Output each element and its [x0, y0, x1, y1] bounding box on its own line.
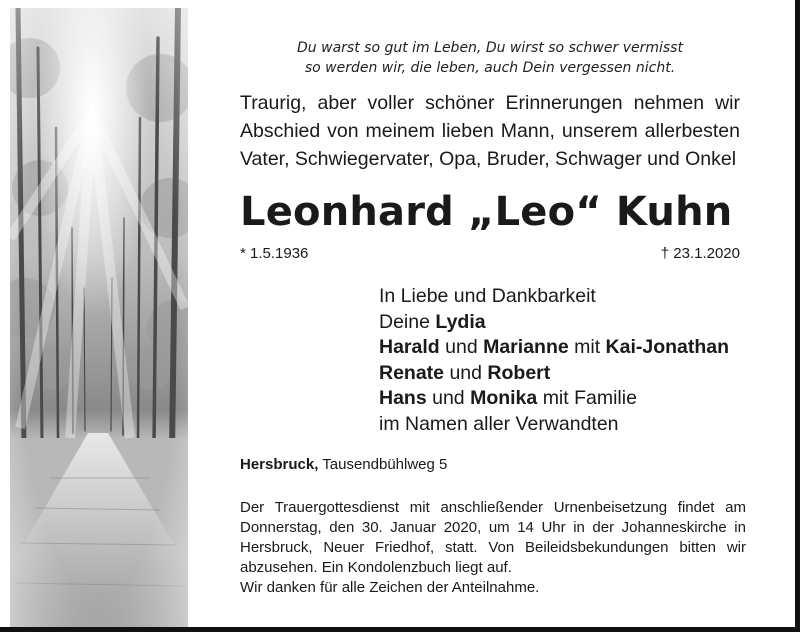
relative-partner-name: Monika	[470, 387, 538, 409]
service-announcement	[240, 498, 746, 598]
family-line	[379, 361, 759, 387]
intro-paragraph	[240, 89, 740, 173]
grandson-name: Kai-Jonathan	[605, 336, 730, 358]
wife-name: Lydia	[435, 310, 486, 333]
daughter-partner-name: Robert	[487, 361, 551, 384]
family-line	[379, 412, 759, 438]
intro-line: Abschied von meinem lieben Mann, unserem allerbesten	[240, 120, 740, 142]
death-date: † 23.1.2020	[660, 245, 740, 262]
son-partner-name: Marianne	[483, 336, 569, 358]
family-line	[379, 284, 759, 310]
son-name: Harald	[379, 336, 440, 358]
conjunction: und	[445, 336, 478, 358]
wife-prefix: Deine	[379, 310, 430, 333]
dedication-text: In Liebe und Dankbarkeit	[379, 285, 596, 307]
family-line	[379, 386, 759, 412]
family-signatures	[379, 284, 759, 437]
birth-date: * 1.5.1936	[240, 245, 309, 262]
service-line: Wir danken für alle Zeichen der Anteilnahme.	[240, 579, 540, 596]
address-town: Hersbruck,	[240, 456, 319, 473]
service-line: Donnerstag, den 30. Januar 2020, um 14 Uhr in der Johanneskirche in	[240, 519, 746, 536]
conjunction: und	[432, 387, 465, 409]
family-line	[379, 335, 759, 361]
intro-line: Traurig, aber voller schöner Erinnerungen nehmen wir	[240, 92, 740, 114]
closing-text: im Namen aller Verwandten	[379, 412, 619, 435]
deceased-name: Leonhard „Leo“ Kuhn	[240, 189, 733, 235]
service-line: Der Trauergottesdienst mit anschließender Urnenbeisetzung findet am	[240, 499, 746, 516]
intro-line: Vater, Schwiegervater, Opa, Bruder, Schwager und Onkel	[240, 148, 737, 170]
poem-line: Du warst so gut im Leben, Du wirst so schwer vermisst	[297, 40, 683, 56]
poem-line: so werden wir, die leben, auch Dein vergessen nicht.	[304, 60, 676, 76]
family-line	[379, 310, 759, 336]
daughter-name: Renate	[379, 361, 445, 384]
address-street: Tausendbühlweg 5	[322, 456, 448, 473]
relative-name: Hans	[379, 387, 427, 409]
conjunction: mit	[574, 336, 601, 358]
conjunction: und	[449, 361, 482, 384]
address	[240, 455, 447, 475]
family-suffix: mit Familie	[542, 387, 637, 409]
service-line: Hersbruck, Neuer Friedhof, statt. Von Beileidsbekundungen bitten wir	[240, 539, 746, 556]
service-line: abzusehen. Ein Kondolenzbuch liegt auf.	[240, 559, 512, 576]
memorial-poem	[240, 38, 740, 78]
forest-path-photo	[10, 8, 188, 627]
